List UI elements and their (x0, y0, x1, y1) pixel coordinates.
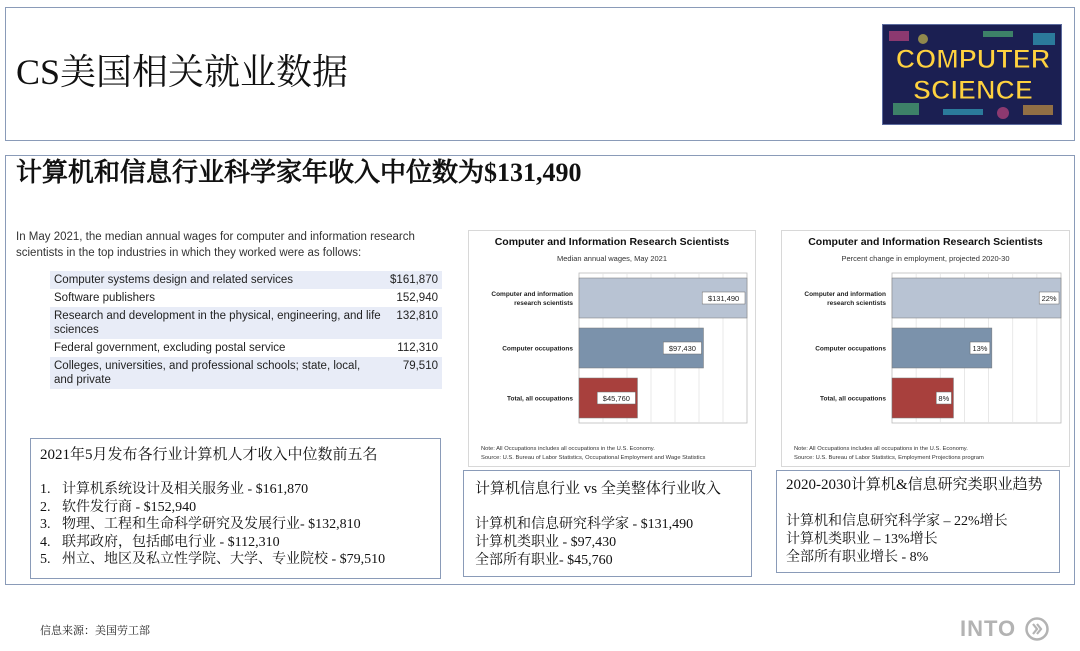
industry-cell: Federal government, excluding postal service (54, 342, 286, 354)
table-row (50, 357, 442, 389)
chart-subtitle: Percent change in employment, projected 2020-30 (841, 254, 1010, 263)
wage-chart (468, 230, 756, 467)
wage-cell: 112,310 (397, 342, 438, 354)
category-label: Computer occupations (502, 345, 573, 353)
list-number: 1. (40, 482, 51, 497)
employment-chart (781, 230, 1070, 467)
trend-summary-lines (786, 513, 1008, 567)
table-row (50, 307, 442, 339)
list-number: 5. (40, 552, 51, 567)
list-text: 物理、工程和生命科学研究及发展行业- $132,810 (62, 517, 361, 532)
table-row (50, 289, 442, 307)
logo-text-line2: SCIENCE (912, 75, 1034, 105)
trend-line: 计算机类职业 – 13%增长 (786, 532, 938, 547)
chart-note: Note: All Occupations includes all occupations in the U.S. Economy. (481, 446, 655, 452)
category-label: Computer and information research scientists (491, 291, 573, 307)
into-brand-logo: INTO (960, 616, 1017, 641)
chart-source: Source: U.S. Bureau of Labor Statistics, Occupational Employment and Wage Statistics (481, 455, 706, 461)
list-item (40, 534, 385, 552)
page-title: CS美国相关就业数据 (16, 52, 349, 92)
chart-title: Computer and Information Research Scientists (808, 236, 1043, 248)
value-label: 13% (972, 344, 988, 353)
english-intro: In May 2021, the median annual wages for computer and information research scientists in the top industries in which they worked were as follows: (16, 231, 415, 259)
wage-cell: 152,940 (396, 292, 438, 304)
chart-subtitle: Median annual wages, May 2021 (556, 254, 668, 263)
list-item (40, 551, 385, 569)
value-label: $45,760 (602, 394, 630, 403)
value-label: 22% (1041, 294, 1057, 303)
wage-cell: 132,810 (386, 307, 442, 339)
list-text: 联邦政府，包括邮电行业 - $112,310 (62, 534, 280, 550)
value-label: $97,430 (668, 344, 696, 353)
list-text: 州立、地区及私立性学院、大学、专业院校 - $79,510 (62, 552, 386, 567)
list-number: 2. (40, 499, 51, 515)
source-note: 信息来源：美国劳工部 (40, 625, 150, 637)
list-text: 软件发行商 - $152,940 (62, 499, 197, 515)
chart-bar (892, 278, 1061, 318)
chart-note: Note: All Occupations includes all occupations in the U.S. Economy. (794, 446, 968, 452)
table-row (50, 339, 442, 357)
industry-cell: Colleges, universities, and professional schools; state, local, and private (50, 357, 386, 389)
ranking-list (40, 481, 385, 569)
industry-cell: Software publishers (54, 292, 155, 304)
income-line: 计算机和信息研究科学家 - $131,490 (475, 517, 694, 532)
table-row (50, 271, 442, 289)
list-item (40, 499, 385, 517)
list-text: 计算机系统设计及相关服务业 - $161,870 (62, 482, 309, 497)
section-subtitle: 计算机和信息行业科学家年收入中位数为$131,490 (16, 158, 582, 187)
ranking-title: 2021年5月发布各行业计算机人才收入中位数前五名 (40, 447, 378, 463)
category-label: Computer and information research scientists (804, 291, 886, 307)
computer-science-logo (882, 24, 1062, 125)
income-line: 计算机类职业 - $97,430 (475, 535, 617, 550)
list-item (40, 481, 385, 499)
category-label: Computer occupations (815, 345, 886, 353)
chart-source: Source: U.S. Bureau of Labor Statistics, Employment Projections program (794, 455, 984, 461)
income-summary-title: 计算机信息行业 vs 全美整体行业收入 (475, 481, 721, 497)
category-label: Total, all occupations (820, 395, 886, 403)
wage-table (50, 271, 442, 389)
chart-title: Computer and Information Research Scientists (494, 236, 730, 248)
industry-cell: Computer systems design and related services (50, 271, 386, 289)
wage-cell: $161,870 (386, 271, 442, 289)
income-summary-lines (475, 516, 693, 570)
income-line: 全部所有职业- $45,760 (475, 553, 613, 568)
trend-summary-title: 2020-2030计算机&信息研究类职业趋势 (786, 477, 1043, 493)
value-label: 8% (938, 394, 950, 403)
trend-line: 全部所有职业增长 - 8% (786, 550, 929, 565)
logo-text-line1: COMPUTER (895, 44, 1051, 74)
list-number: 3. (40, 517, 51, 532)
wage-cell: 79,510 (386, 357, 442, 389)
category-label: Total, all occupations (507, 395, 573, 403)
industry-cell: Research and development in the physical, engineering, and life sciences (50, 307, 386, 339)
chevron-right-circle-icon (1025, 617, 1049, 641)
trend-line: 计算机和信息研究科学家 – 22%增长 (786, 514, 1008, 529)
list-item (40, 516, 385, 534)
list-number: 4. (40, 534, 51, 550)
value-label: $131,490 (707, 294, 740, 303)
